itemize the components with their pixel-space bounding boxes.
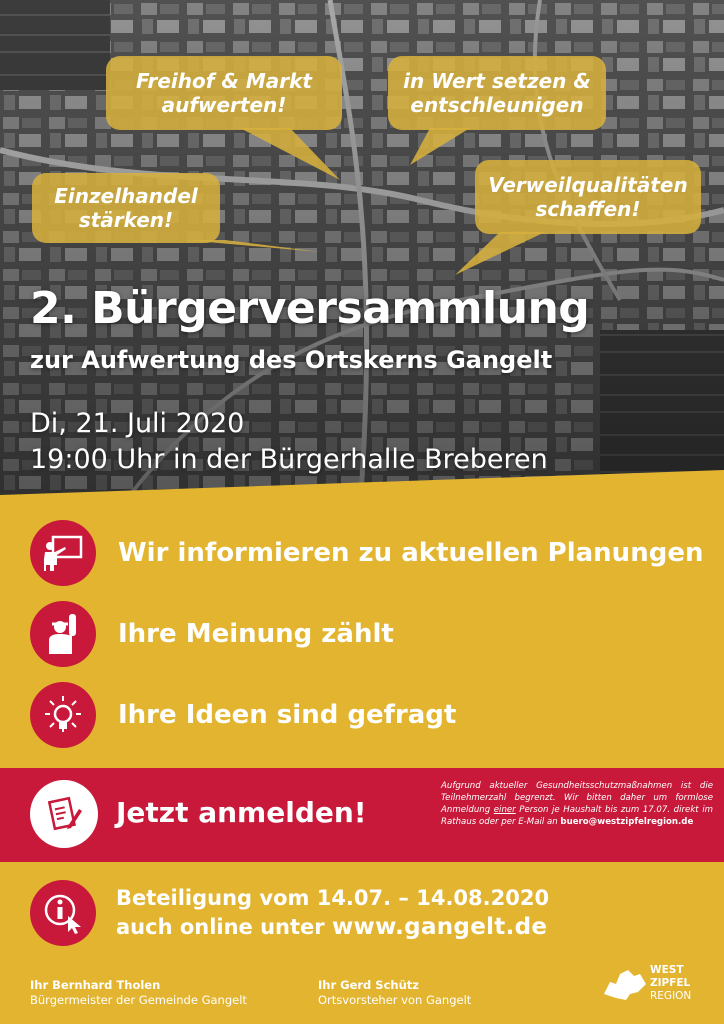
bubble-verweil: [475, 160, 701, 234]
bubble-einzelhandel-text: Einzelhandel stärken!: [54, 184, 198, 232]
signature-ortsvorsteher: [318, 978, 471, 1008]
logo-line2: ZIPFEL: [650, 977, 691, 989]
westzipfel-logo: [600, 958, 716, 1012]
register-email-link[interactable]: buero@westzipfelregion.de: [560, 817, 694, 827]
signature-mayor-name: Ihr Bernhard Tholen: [30, 978, 161, 992]
online-period: Beteiligung vom 14.07. – 14.08.2020: [116, 886, 550, 910]
register-note-1: Aufgrund aktueller Gesundheitsschutzmaßnahmen ist die Teilnehmerzahl begrenzt. Wir bitten daher um formlose Anmeldung: [441, 781, 713, 815]
info-click-icon: [30, 880, 96, 946]
logo-text: [650, 964, 691, 1003]
bubble-wert: [388, 56, 606, 130]
region-map-icon: [600, 964, 650, 1004]
hero-aerial-photo: [0, 0, 724, 508]
page-title: 2. Bürgerversammlung: [30, 283, 590, 334]
online-line: [116, 914, 547, 940]
bubble-freihof: [106, 56, 342, 130]
info-row-planning: [30, 518, 703, 588]
online-section: [0, 862, 724, 1024]
register-note: [441, 780, 713, 828]
raised-hand-person-icon: [30, 601, 96, 667]
signature-ortsvorsteher-role: Ortsvorsteher von Gangelt: [318, 993, 472, 1007]
lightbulb-icon: [30, 682, 96, 748]
info-text-opinion: Ihre Meinung zählt: [118, 619, 394, 649]
info-row-opinion: [30, 599, 394, 669]
register-title: Jetzt anmelden!: [116, 796, 367, 829]
presentation-icon: [30, 520, 96, 586]
online-prefix: auch online unter: [116, 915, 325, 939]
signature-ortsvorsteher-name: Ihr Gerd Schütz: [318, 978, 419, 992]
info-text-planning: Wir informieren zu aktuellen Planungen: [118, 538, 704, 568]
bubble-wert-text: in Wert setzen & entschleunigen: [403, 69, 591, 117]
page-subtitle: zur Aufwertung des Ortskerns Gangelt: [30, 346, 553, 374]
info-row-ideas: [30, 680, 456, 750]
signature-mayor-role: Bürgermeister der Gemeinde Gangelt: [30, 993, 247, 1007]
event-date: Di, 21. Juli 2020: [30, 408, 245, 439]
bubble-verweil-text: Verweilqualitäten schaffen!: [488, 173, 688, 221]
logo-line1: WEST: [650, 964, 684, 976]
info-section: [0, 508, 724, 768]
online-url-link[interactable]: www.gangelt.de: [331, 914, 548, 940]
bubble-freihof-text: Freihof & Markt aufwerten!: [136, 69, 312, 117]
signature-mayor: [30, 978, 247, 1008]
form-pencil-icon: [30, 780, 98, 848]
info-text-ideas: Ihre Ideen sind gefragt: [118, 700, 457, 730]
register-section: [0, 768, 724, 862]
bubble-einzelhandel: [32, 173, 220, 243]
logo-line3: REGION: [650, 990, 692, 1002]
register-note-2: Person je Haushalt bis zum 17.07. direkt im Rathaus oder per E-Mail an: [441, 805, 714, 827]
event-datetime: [30, 406, 548, 478]
register-note-underlined: einer: [493, 805, 516, 815]
event-time-place: 19:00 Uhr in der Bürgerhalle Breberen: [30, 444, 548, 475]
